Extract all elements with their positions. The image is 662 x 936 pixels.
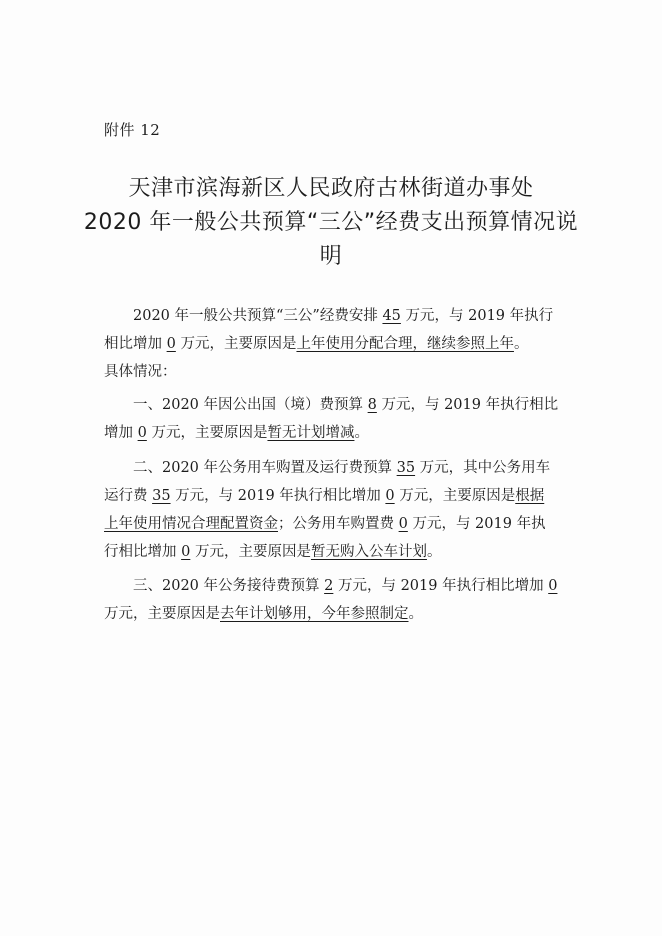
- text: 行相比增加: [104, 544, 182, 560]
- title-line-3: 明: [319, 244, 343, 269]
- text: 。: [513, 336, 529, 352]
- text: 万元，与 2019 年执行相比: [376, 397, 559, 413]
- text: 万元，主要原因是: [190, 544, 311, 560]
- title-line-1: 天津市滨海新区人民政府古林街道办事处: [128, 176, 534, 201]
- text: 相比增加: [104, 336, 167, 352]
- text: 运行费: [104, 488, 153, 504]
- text: 万元，与 2019 年执行相比增加: [170, 488, 386, 504]
- text: 一、2020 年因公出国（境）费预算: [133, 397, 368, 413]
- amount-increase: 0: [181, 544, 191, 560]
- amount-vehicle-purchase: 0: [398, 516, 408, 532]
- text: 万元，主要原因是: [146, 425, 268, 441]
- amount-total: 45: [382, 308, 401, 324]
- text: 万元，主要原因是: [175, 336, 297, 352]
- intro-line-2: [104, 330, 574, 358]
- item2-line-4: [104, 538, 574, 566]
- text: 。: [408, 606, 423, 622]
- text: 。: [354, 425, 369, 441]
- attachment-label: 附件 12: [104, 121, 161, 139]
- reason-text: 暂无计划增减: [267, 425, 355, 441]
- intro-line-3: 具体情况：: [104, 364, 177, 380]
- amount-vehicle: 35: [396, 460, 416, 476]
- reason-text: 根据: [515, 488, 545, 504]
- text: 二、2020 年公务用车购置及运行费预算: [133, 460, 397, 476]
- amount-increase: 0: [137, 425, 147, 441]
- text: 万元，主要原因是: [104, 606, 220, 622]
- title-line-2: 2020 年一般公共预算“三公”经费支出预算情况说: [83, 210, 579, 235]
- text: 三、2020 年公务接待费预算: [133, 578, 325, 594]
- text: 万元，与 2019 年执行相比增加: [333, 578, 549, 594]
- text: 。: [426, 544, 442, 560]
- item1-line-2: [104, 419, 574, 447]
- item3-line-1: [133, 572, 603, 600]
- item3-line-2: [104, 600, 574, 628]
- item2-line-2: [104, 482, 574, 510]
- amount-abroad: 8: [367, 397, 377, 413]
- reason-text: 暂无购入公车计划: [310, 544, 427, 560]
- reason-text: 上年使用分配合理，继续参照上年: [296, 336, 514, 352]
- amount-reception: 2: [324, 578, 334, 594]
- intro-line-1: [133, 302, 603, 330]
- text: 万元，与 2019 年执: [407, 516, 546, 532]
- text: 2020 年一般公共预算“三公”经费安排: [133, 308, 383, 324]
- amount-increase: 0: [166, 336, 176, 352]
- reason-text: 上年使用情况合理配置资金: [104, 516, 278, 532]
- amount-increase: 0: [385, 488, 395, 504]
- amount-increase: 0: [548, 578, 558, 594]
- text: 万元，其中公务用车: [415, 460, 551, 476]
- reason-text: 去年计划够用，今年参照制定: [220, 606, 409, 622]
- amount-vehicle-operation: 35: [152, 488, 171, 504]
- text: 万元，主要原因是: [394, 488, 516, 504]
- text: ；公务用车购置费: [278, 516, 399, 532]
- item2-line-3: [104, 510, 574, 538]
- item2-line-1: [133, 454, 603, 482]
- text: 增加: [104, 425, 138, 441]
- item1-line-1: [133, 391, 603, 419]
- text: 万元，与 2019 年执行: [400, 308, 554, 324]
